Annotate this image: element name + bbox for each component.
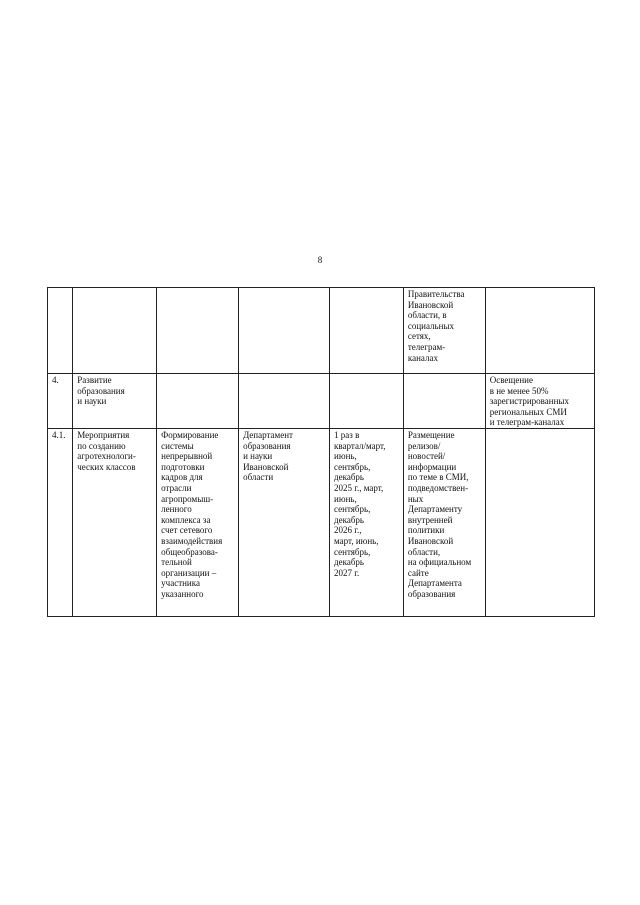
table-cell: Освещение в не менее 50% зарегистрированных региональных СМИ и телеграм-каналах [485,374,594,429]
table-cell [330,374,404,429]
table-cell [157,288,239,374]
table-cell [485,288,594,374]
table-cell: Развитие образования и науки [73,374,157,429]
table-cell [48,288,73,374]
table-row [48,288,595,374]
table-cell [73,288,157,374]
table-cell [485,428,594,616]
row-number: 4. [48,374,73,429]
table-cell: Департамент образования и науки Ивановской области [239,428,330,616]
table-cell: 1 раз в квартал/март, июнь, сентябрь, декабрь 2025 г., март, июнь, сентябрь, декабрь 2026 г., март, июнь, сентябрь, декабрь 2027 г. [330,428,404,616]
plan-table [47,287,595,617]
table-row [48,428,595,616]
page-number: 8 [317,255,323,265]
table-row [48,374,595,429]
table-cell: Размещение релизов/ новостей/ информации по теме в СМИ, подведомствен- ных Департаменту внутренней политики Ивановской области, на официальном сайте Департамента образования [403,428,485,616]
table-cell [239,288,330,374]
table-cell: Мероприятия по созданию агротехнологи- ческих классов [73,428,157,616]
table-cell [403,374,485,429]
table-cell [157,374,239,429]
row-number: 4.1. [48,428,73,616]
table-cell [330,288,404,374]
table-cell: Правительства Ивановской области, в социальных сетях, телеграм- каналах [403,288,485,374]
table-cell: Формирование системы непрерывной подготовки кадров для отрасли агропромыш- ленного комплекса за счет сетевого взаимодействия общеобразова- тельной организации – участника указанного [157,428,239,616]
table-cell [239,374,330,429]
